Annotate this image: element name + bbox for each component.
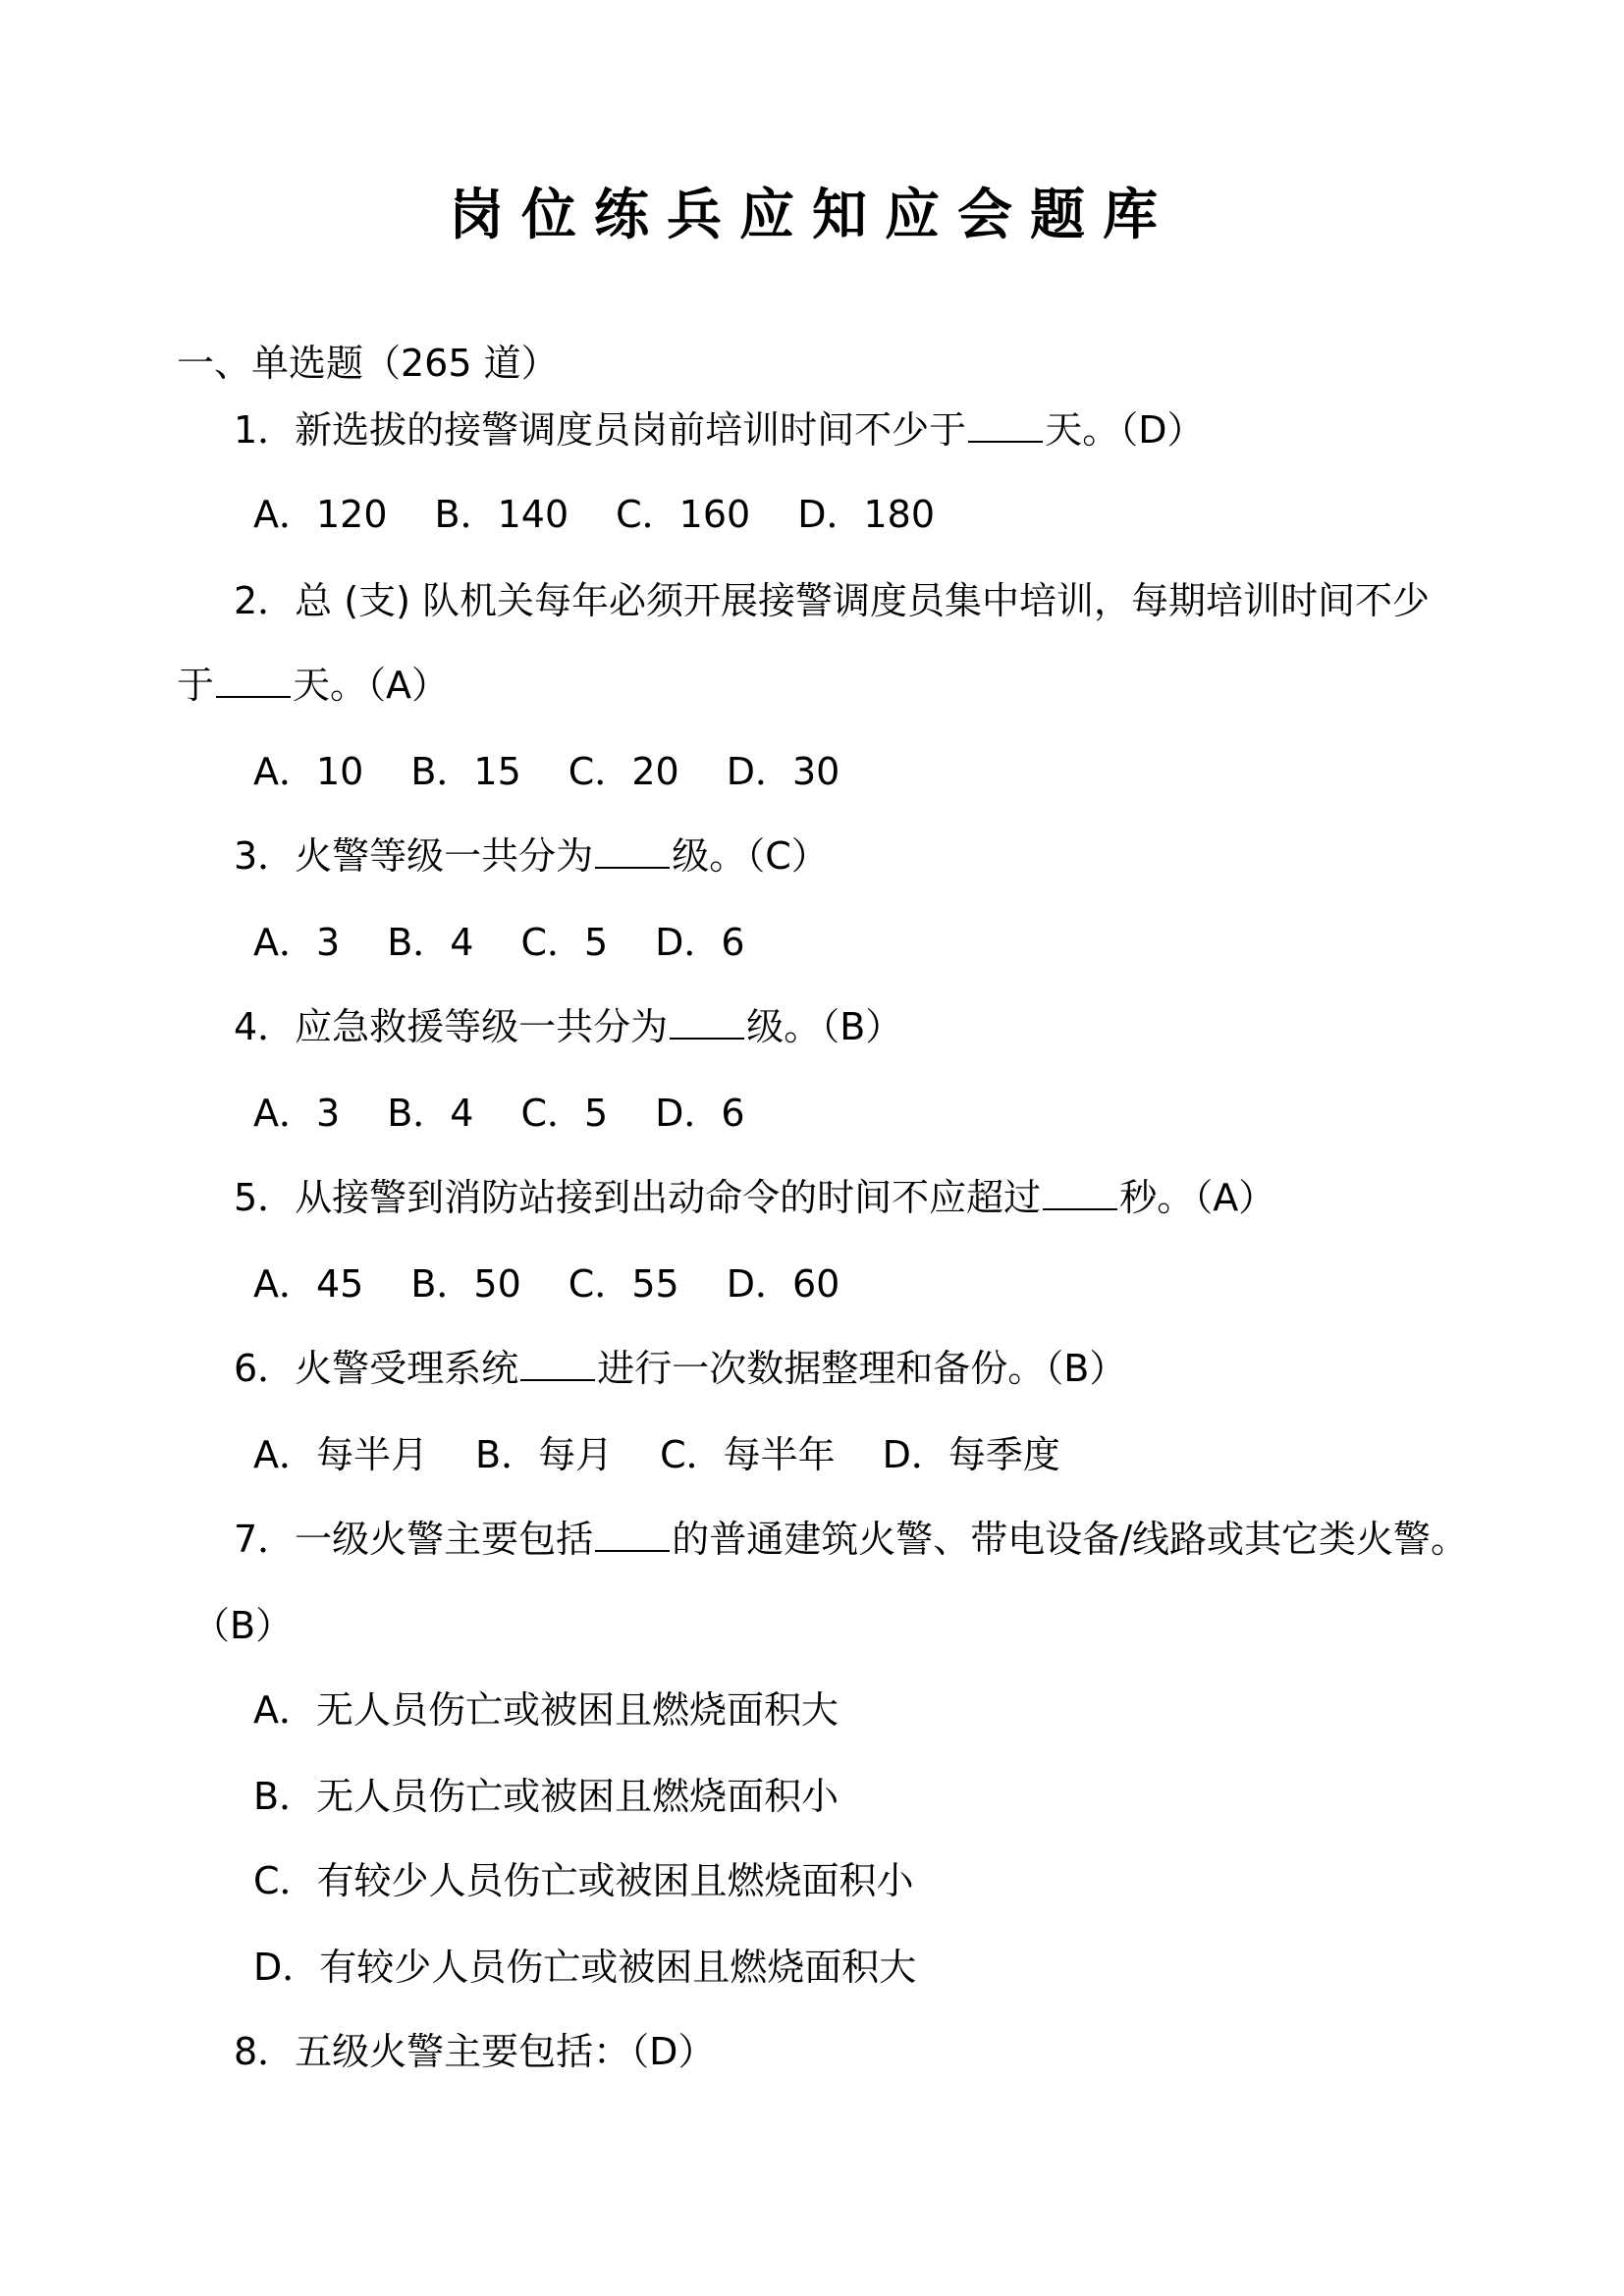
option: C．每半年 — [660, 1433, 836, 1476]
page-title: 岗位练兵应知应会题库 — [449, 184, 1175, 247]
question-2-continued: 于 天。（A） — [177, 656, 449, 715]
question-4: 4．应急救援等级一共分为 级。（B） — [234, 997, 902, 1056]
answer-blank — [968, 405, 1043, 443]
option: B．4 — [387, 921, 474, 964]
option: B．15 — [410, 750, 521, 793]
option: C．5 — [520, 1092, 609, 1135]
answer-blank — [216, 661, 291, 698]
option: C．160 — [616, 493, 751, 536]
option: A．120 — [253, 493, 388, 536]
question-2-options — [253, 742, 887, 801]
option: B．每月 — [475, 1433, 614, 1476]
question-2: 2．总 (支) 队机关每年必须开展接警调度员集中培训，每期培训时间不少 — [234, 579, 1430, 622]
question-7-continued: （B） — [192, 1604, 294, 1647]
question-1: 1．新选拔的接警调度员岗前培训时间不少于 天。（D） — [234, 400, 1204, 459]
question-8: 8．五级火警主要包括：（D） — [234, 2030, 716, 2073]
option: D．6 — [655, 1092, 745, 1135]
option: D．6 — [655, 921, 745, 964]
answer-blank — [595, 1515, 670, 1552]
answer-blank — [670, 1002, 744, 1040]
option: B．50 — [410, 1262, 521, 1306]
option: A．3 — [253, 1092, 341, 1135]
question-1-options — [253, 485, 982, 544]
option: D．每季度 — [882, 1433, 1060, 1476]
option: C．5 — [520, 921, 609, 964]
question-7-option-a: A．无人员伤亡或被困且燃烧面积大 — [253, 1688, 839, 1732]
option: B．4 — [387, 1092, 474, 1135]
question-7-option-d: D．有较少人员伤亡或被困且燃烧面积大 — [253, 1946, 917, 1989]
question-4-options — [253, 1084, 792, 1143]
option: A．10 — [253, 750, 364, 793]
question-5-options — [253, 1255, 887, 1313]
section-heading: 一、单选题（265 道） — [177, 342, 559, 385]
option: B．140 — [434, 493, 569, 536]
question-7-option-c: C．有较少人员伤亡或被困且燃烧面积小 — [253, 1859, 914, 1902]
option: A．45 — [253, 1262, 364, 1306]
question-3: 3．火警等级一共分为 级。（C） — [234, 827, 829, 885]
answer-blank — [595, 831, 670, 869]
answer-blank — [520, 1344, 595, 1381]
option: C．55 — [568, 1262, 679, 1306]
option: C．20 — [568, 750, 679, 793]
question-5: 5．从接警到消防站接到出动命令的时间不应超过 秒。（A） — [234, 1168, 1275, 1227]
question-6-options — [253, 1425, 1108, 1484]
option: D．30 — [726, 750, 840, 793]
question-7: 7．一级火警主要包括 的普通建筑火警、带电设备/线路或其它类火警。 — [234, 1510, 1468, 1569]
option: A．每半月 — [253, 1433, 428, 1476]
question-3-options — [253, 913, 792, 972]
option: D．60 — [726, 1262, 840, 1306]
answer-blank — [1043, 1173, 1117, 1210]
question-6: 6．火警受理系统 进行一次数据整理和备份。（B） — [234, 1339, 1126, 1398]
question-7-option-b: B．无人员伤亡或被困且燃烧面积小 — [253, 1775, 839, 1818]
option: D．180 — [797, 493, 936, 536]
option: A．3 — [253, 921, 341, 964]
